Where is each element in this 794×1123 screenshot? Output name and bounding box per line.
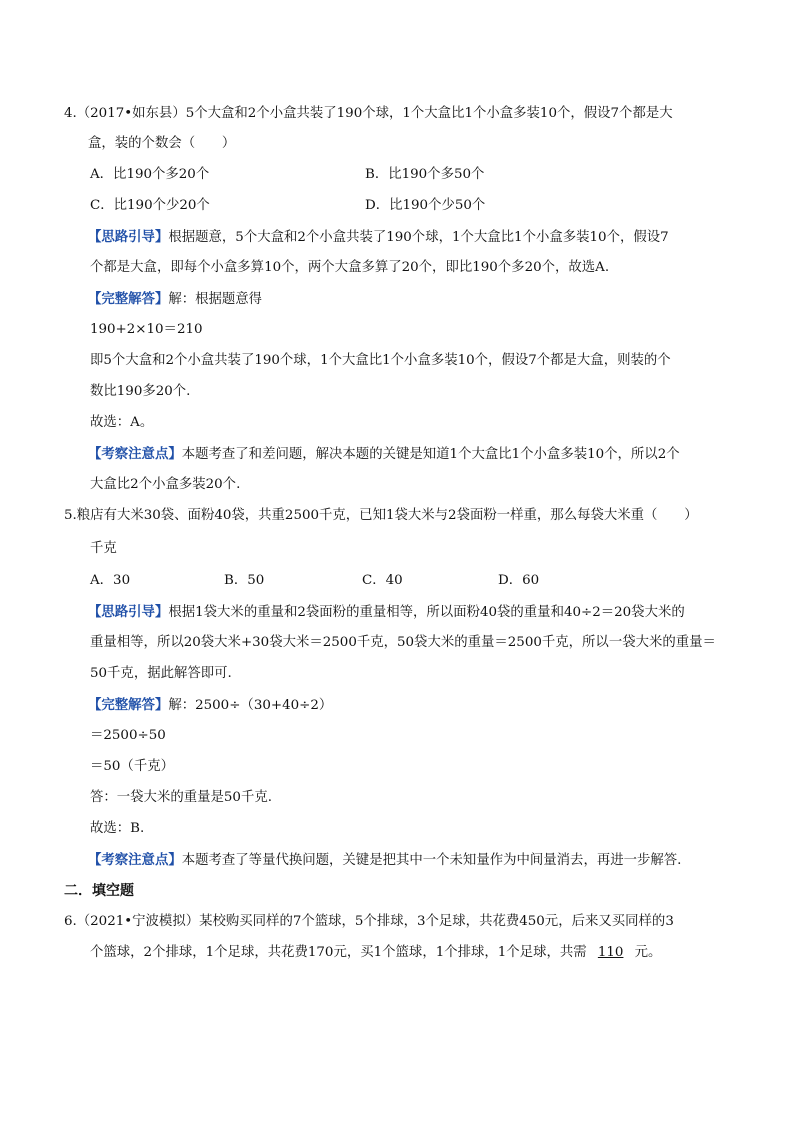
q4-answer-line4: 数比190多20个. — [90, 384, 191, 399]
q5-note-line1 — [88, 851, 681, 870]
q4-answer-equation: 190+2×10＝210 — [90, 322, 203, 337]
section-title-fill-in: 二．填空题 — [64, 883, 134, 899]
q6-stem-line1: 6.（2021•宁波模拟）某校购买同样的7个篮球，5个排球，3个足球，共花费450元，后来又买同样的3 — [64, 914, 674, 929]
q6-stem-suffix: 元。 — [634, 945, 662, 960]
q4-option-a: A．比190个多20个 — [90, 167, 210, 182]
q4-stem-line1: 4.（2017•如东县）5个大盒和2个小盒共装了190个球，1个大盒比1个小盒多装10个，假设7个都是大 — [64, 106, 673, 121]
q5-analysis-text1: 根据1袋大米的重量和2袋面粉的重量相等，所以面粉40袋的重量和40÷2＝20袋大米的 — [168, 605, 685, 620]
q4-stem-line2: 盒，装的个数会（ ） — [88, 136, 236, 151]
q4-note-tag: 【考察注意点】 — [88, 446, 182, 462]
q5-option-c: C．40 — [362, 573, 403, 588]
q4-analysis-line2: 个都是大盒，即每个小盒多算10个，两个大盒多算了20个，即比190个多20个，故选A. — [90, 260, 610, 275]
q5-analysis-tag: 【思路引导】 — [88, 604, 169, 620]
q5-option-d: D．60 — [498, 573, 540, 588]
q5-analysis-line3: 50千克，据此解答即可. — [90, 666, 232, 681]
q5-note-text1: 本题考查了等量代换问题，关键是把其中一个未知量作为中间量消去，再进一步解答. — [181, 853, 682, 868]
q5-choice: 故选：B. — [90, 821, 145, 836]
q5-option-a: A．30 — [90, 573, 131, 588]
q4-analysis-text1: 根据题意，5个大盒和2个小盒共装了190个球，1个大盒比1个小盒多装10个，假设7 — [168, 230, 669, 245]
q6-stem-line2 — [90, 944, 661, 962]
q4-option-d: D．比190个少50个 — [365, 198, 486, 213]
q5-answer-step2: ＝2500÷50 — [90, 728, 166, 743]
q6-stem-text: 个篮球，2个排球，1个足球，共花费170元，买1个篮球，1个排球，1个足球，共需 — [90, 945, 587, 960]
q5-analysis-line2: 重量相等，所以20袋大米+30袋大米＝2500千克，50袋大米的重量＝2500千克，所以一袋大米的重量＝ — [90, 635, 716, 650]
q4-answer-line1 — [88, 290, 262, 309]
q6-answer-blank: 110 — [597, 945, 624, 960]
q4-note-line2: 大盒比2个小盒多装20个. — [90, 477, 241, 492]
q5-note-tag: 【考察注意点】 — [88, 852, 182, 868]
q4-analysis-tag: 【思路引导】 — [88, 229, 169, 245]
q4-answer-line3: 即5个大盒和2个小盒共装了190个球，1个大盒比1个小盒多装10个，假设7个都是大盒，则装的个 — [90, 353, 671, 368]
q4-answer-tag: 【完整解答】 — [88, 291, 169, 307]
q5-option-b: B．50 — [224, 573, 265, 588]
q5-stem-line1: 5.粮店有大米30袋、面粉40袋，共重2500千克，已知1袋大米与2袋面粉一样重，那么每袋大米重（ ） — [64, 508, 698, 523]
q4-option-b: B．比190个多50个 — [365, 167, 485, 182]
q4-choice: 故选：A。 — [90, 415, 154, 430]
q5-analysis-line1 — [88, 603, 685, 622]
q4-note-text1: 本题考查了和差问题，解决本题的关键是知道1个大盒比1个小盒多装10个，所以2个 — [181, 447, 680, 462]
q5-answer-line1 — [88, 696, 332, 715]
q5-answer-step3: ＝50（千克） — [90, 759, 174, 774]
q5-answer-text1: 解：2500÷（30+40÷2） — [168, 698, 333, 713]
q5-answer-conclusion: 答：一袋大米的重量是50千克. — [90, 790, 272, 805]
q4-answer-text1: 解：根据题意得 — [168, 292, 263, 307]
q4-note-line1 — [88, 445, 680, 464]
q4-option-c: C．比190个少20个 — [90, 198, 210, 213]
q5-stem-line2: 千克 — [90, 541, 117, 556]
q4-analysis-line1 — [88, 228, 669, 247]
q5-answer-tag: 【完整解答】 — [88, 697, 169, 713]
